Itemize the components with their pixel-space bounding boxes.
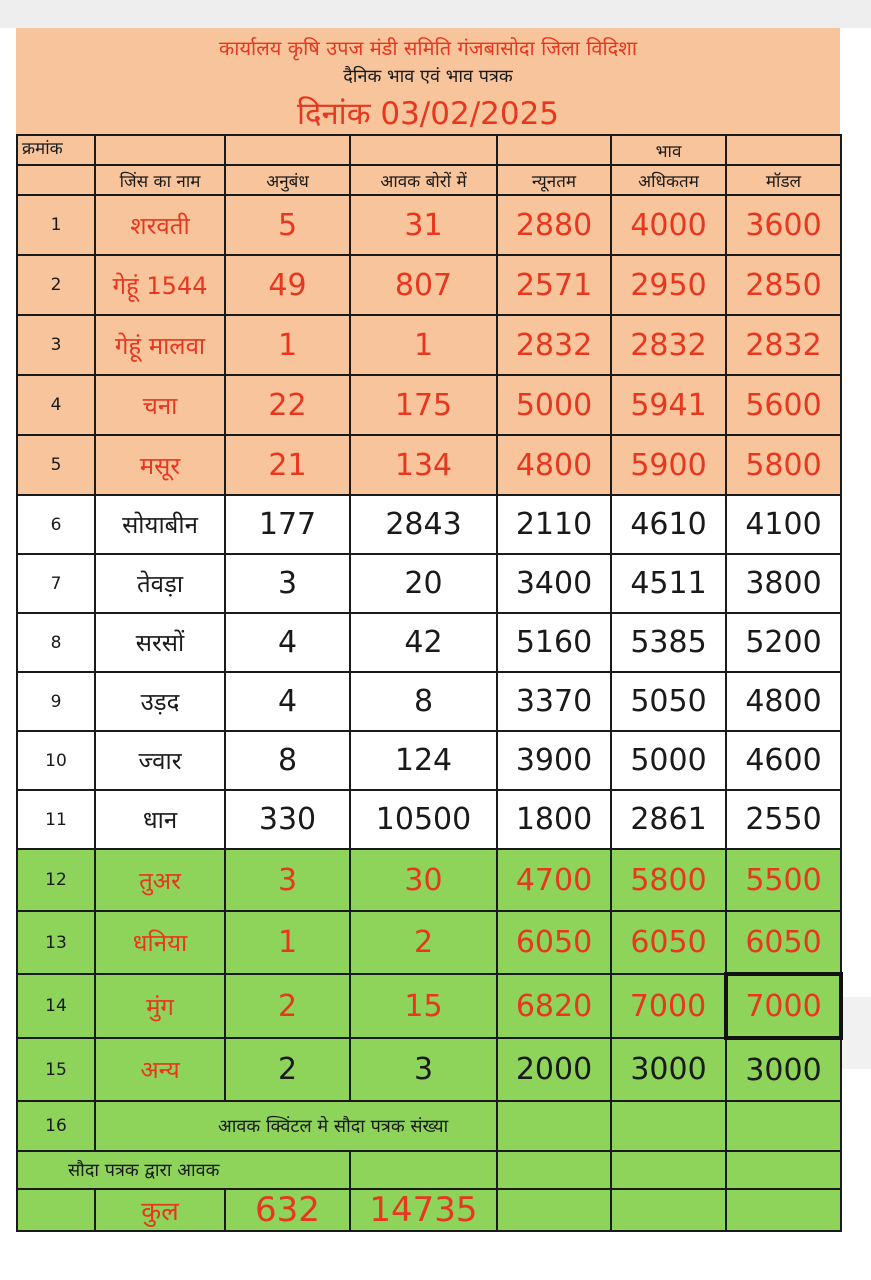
modal-price-cell: 3800 [726, 554, 841, 613]
modal-price-cell: 4600 [726, 731, 841, 790]
table-row [17, 554, 841, 613]
empty-cell [726, 1151, 841, 1189]
empty-header-cell [17, 165, 95, 195]
empty-cell [611, 1189, 726, 1231]
col-contract-header: अनुबंध [225, 165, 350, 195]
serial-cell: 13 [17, 911, 95, 974]
arrival-cell: 30 [350, 849, 497, 911]
min-price-cell: 4800 [497, 435, 611, 495]
contract-cell: 5 [225, 195, 350, 255]
commodity-name-cell: सरसों [95, 613, 225, 672]
max-price-cell: 5800 [611, 849, 726, 911]
max-price-cell: 5000 [611, 731, 726, 790]
max-price-cell: 4000 [611, 195, 726, 255]
summary-row [17, 1101, 841, 1151]
col-price-group-header: भाव [611, 135, 726, 165]
commodity-name-cell: चना [95, 375, 225, 435]
arrival-cell: 807 [350, 255, 497, 315]
arrival-cell: 134 [350, 435, 497, 495]
min-price-cell: 3900 [497, 731, 611, 790]
min-price-cell: 5000 [497, 375, 611, 435]
serial-cell: 4 [17, 375, 95, 435]
max-price-cell: 5900 [611, 435, 726, 495]
contract-cell: 3 [225, 554, 350, 613]
min-price-cell: 1800 [497, 790, 611, 849]
min-price-cell: 6820 [497, 974, 611, 1038]
col-min-header: न्यूनतम [497, 165, 611, 195]
price-sheet [16, 28, 840, 1254]
table-row [17, 613, 841, 672]
trade-slip-arrival-caption: सौदा पत्रक द्वारा आवक [17, 1151, 350, 1189]
modal-price-cell: 4800 [726, 672, 841, 731]
total-contract: 632 [225, 1189, 350, 1231]
empty-header-cell [726, 135, 841, 165]
serial-cell: 15 [17, 1038, 95, 1101]
contract-cell: 22 [225, 375, 350, 435]
arrival-cell: 175 [350, 375, 497, 435]
min-price-cell: 6050 [497, 911, 611, 974]
max-price-cell: 4511 [611, 554, 726, 613]
serial-cell: 8 [17, 613, 95, 672]
table-row [17, 1038, 841, 1101]
contract-cell: 1 [225, 911, 350, 974]
right-margin [840, 140, 871, 1240]
contract-cell: 1 [225, 315, 350, 375]
commodity-name-cell: सोयाबीन [95, 495, 225, 554]
table-row [17, 495, 841, 554]
screen-top-bar [0, 0, 871, 28]
empty-cell [350, 1151, 497, 1189]
min-price-cell: 2880 [497, 195, 611, 255]
serial-cell: 11 [17, 790, 95, 849]
serial-cell: 12 [17, 849, 95, 911]
modal-price-cell: 5200 [726, 613, 841, 672]
arrival-cell: 42 [350, 613, 497, 672]
contract-cell: 49 [225, 255, 350, 315]
trade-slip-count-text: आवक क्विंटल मे सौदा पत्रक संख्या [218, 1116, 449, 1137]
sheet-date: दिनांक 03/02/2025 [296, 96, 560, 132]
table-row [17, 731, 841, 790]
serial-cell: 16 [17, 1101, 95, 1151]
serial-cell: 7 [17, 554, 95, 613]
commodity-name-cell: धान [95, 790, 225, 849]
empty-header-cell [95, 135, 225, 165]
serial-cell: 14 [17, 974, 95, 1038]
commodity-name-cell: ज्वार [95, 731, 225, 790]
office-title: कार्यालय कृषि उपज मंडी समिति गंजबासोदा जिला विदिशा [218, 36, 638, 60]
max-price-cell: 7000 [611, 974, 726, 1038]
table-row [17, 911, 841, 974]
empty-cell [497, 1101, 611, 1151]
table-row [17, 435, 841, 495]
modal-price-cell: 2550 [726, 790, 841, 849]
modal-price-cell: 5500 [726, 849, 841, 911]
commodity-name-cell: मसूर [95, 435, 225, 495]
max-price-cell: 3000 [611, 1038, 726, 1101]
arrival-cell: 31 [350, 195, 497, 255]
col-arrival-header: आवक बोरों में [350, 165, 497, 195]
empty-cell [726, 1189, 841, 1231]
contract-cell: 4 [225, 672, 350, 731]
min-price-cell: 4700 [497, 849, 611, 911]
sheet-subtitle: दैनिक भाव एवं भाव पत्रक [343, 66, 513, 87]
modal-price-cell: 2832 [726, 315, 841, 375]
empty-header-cell [225, 135, 350, 165]
commodity-name-cell: उड़द [95, 672, 225, 731]
empty-cell [497, 1151, 611, 1189]
empty-header-cell [350, 135, 497, 165]
commodity-name-cell: तुअर [95, 849, 225, 911]
empty-header-cell [497, 135, 611, 165]
serial-cell: 9 [17, 672, 95, 731]
modal-price-cell: 3600 [726, 195, 841, 255]
sheet-header [16, 28, 840, 134]
arrival-cell: 2843 [350, 495, 497, 554]
table-row [17, 672, 841, 731]
col-max-header: अधिकतम [611, 165, 726, 195]
serial-cell: 2 [17, 255, 95, 315]
col-modal-header: मॉडल [726, 165, 841, 195]
contract-cell: 4 [225, 613, 350, 672]
commodity-name-cell: शरवती [95, 195, 225, 255]
min-price-cell: 2000 [497, 1038, 611, 1101]
arrival-cell: 1 [350, 315, 497, 375]
min-price-cell: 3400 [497, 554, 611, 613]
max-price-cell: 4610 [611, 495, 726, 554]
contract-cell: 2 [225, 974, 350, 1038]
price-table [16, 134, 843, 1232]
arrival-cell: 3 [350, 1038, 497, 1101]
commodity-name-cell: गेहूं 1544 [95, 255, 225, 315]
table-row [17, 375, 841, 435]
modal-price-cell: 6050 [726, 911, 841, 974]
serial-cell: 3 [17, 315, 95, 375]
serial-cell: 10 [17, 731, 95, 790]
header-row-2 [17, 165, 841, 195]
min-price-cell: 5160 [497, 613, 611, 672]
table-row [17, 790, 841, 849]
min-price-cell: 2110 [497, 495, 611, 554]
serial-cell: 6 [17, 495, 95, 554]
table-row [17, 974, 841, 1038]
commodity-name-cell: अन्य [95, 1038, 225, 1101]
summary-row [17, 1151, 841, 1189]
trade-slip-count-caption [95, 1101, 497, 1151]
right-margin-shade [840, 997, 871, 1069]
col-serial-header: क्रमांक [17, 135, 95, 165]
max-price-cell: 2950 [611, 255, 726, 315]
contract-cell: 8 [225, 731, 350, 790]
modal-price-cell-selected[interactable]: 7000 [726, 974, 841, 1038]
table-row [17, 255, 841, 315]
table-row [17, 315, 841, 375]
total-row [17, 1189, 841, 1231]
commodity-name-cell: मुंग [95, 974, 225, 1038]
max-price-cell: 6050 [611, 911, 726, 974]
commodity-name-cell: गेहूं मालवा [95, 315, 225, 375]
contract-cell: 21 [225, 435, 350, 495]
contract-cell: 330 [225, 790, 350, 849]
modal-price-cell: 4100 [726, 495, 841, 554]
max-price-cell: 5385 [611, 613, 726, 672]
contract-cell: 3 [225, 849, 350, 911]
arrival-cell: 20 [350, 554, 497, 613]
table-row [17, 195, 841, 255]
empty-cell [17, 1189, 95, 1231]
empty-cell [726, 1101, 841, 1151]
arrival-cell: 124 [350, 731, 497, 790]
contract-cell: 177 [225, 495, 350, 554]
modal-price-cell: 5600 [726, 375, 841, 435]
serial-cell: 1 [17, 195, 95, 255]
header-row-1 [17, 135, 841, 165]
arrival-cell: 15 [350, 974, 497, 1038]
max-price-cell: 5050 [611, 672, 726, 731]
max-price-cell: 2832 [611, 315, 726, 375]
empty-cell [611, 1151, 726, 1189]
serial-cell: 5 [17, 435, 95, 495]
commodity-name-cell: तेवड़ा [95, 554, 225, 613]
total-arrival: 14735 [350, 1189, 497, 1231]
col-name-header: जिंस का नाम [95, 165, 225, 195]
arrival-cell: 2 [350, 911, 497, 974]
modal-price-cell: 3000 [726, 1038, 841, 1101]
min-price-cell: 2832 [497, 315, 611, 375]
total-label: कुल [95, 1189, 225, 1231]
empty-cell [611, 1101, 726, 1151]
max-price-cell: 5941 [611, 375, 726, 435]
modal-price-cell: 2850 [726, 255, 841, 315]
min-price-cell: 3370 [497, 672, 611, 731]
max-price-cell: 2861 [611, 790, 726, 849]
contract-cell: 2 [225, 1038, 350, 1101]
commodity-name-cell: धनिया [95, 911, 225, 974]
table-row [17, 849, 841, 911]
empty-cell [497, 1189, 611, 1231]
min-price-cell: 2571 [497, 255, 611, 315]
modal-price-cell: 5800 [726, 435, 841, 495]
arrival-cell: 10500 [350, 790, 497, 849]
arrival-cell: 8 [350, 672, 497, 731]
